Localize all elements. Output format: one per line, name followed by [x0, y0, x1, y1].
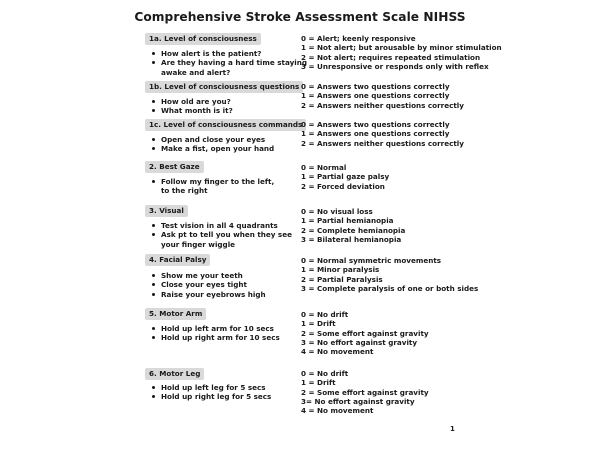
- score-list: [301, 207, 405, 244]
- score-item: 1 = Minor paralysis: [301, 265, 380, 275]
- score-item: 2 = Some effort against gravity: [301, 328, 429, 338]
- page-number: 1: [450, 425, 455, 433]
- instruction-item: Follow my finger to the left, to the right: [152, 177, 274, 196]
- page-title: Comprehensive Stroke Assessment Scale NIHSS: [134, 10, 466, 24]
- instruction-list: [152, 177, 274, 196]
- section-heading: 1c. Level of consciousness commands: [145, 119, 306, 131]
- score-item: 1 = Answers one questions correctly: [301, 91, 450, 101]
- instruction-item: How alert is the patient?: [152, 49, 307, 58]
- score-item: 2 = Partial Paralysis: [301, 274, 383, 284]
- section-heading: 1b. Level of consciousness questions: [145, 81, 303, 93]
- instruction-item: Make a fist, open your hand: [152, 144, 274, 153]
- score-item: 3 = Unresponsive or responds only with reflex: [301, 61, 489, 71]
- score-item: 0 = No visual loss: [301, 207, 373, 216]
- instruction-item: Close your eyes tight: [152, 280, 266, 289]
- score-item: 3 = Complete paralysis of one or both sides: [301, 283, 479, 293]
- instruction-list: [152, 324, 280, 343]
- instruction-list: [152, 49, 307, 77]
- score-item: 2 = Forced deviation: [301, 181, 385, 191]
- score-item: 3= No effort against gravity: [301, 396, 415, 406]
- instruction-list: [152, 383, 271, 402]
- score-list: [301, 256, 478, 293]
- instruction-list: [152, 271, 266, 299]
- section-heading: 5. Motor Arm: [145, 308, 206, 320]
- instruction-item: Hold up left arm for 10 secs: [152, 324, 280, 333]
- score-item: 0 = No drift: [301, 310, 349, 319]
- score-item: 1 = Partial hemianopia: [301, 216, 394, 226]
- section-heading: 4. Facial Palsy: [145, 254, 210, 266]
- score-item: 1 = Drift: [301, 378, 336, 388]
- score-item: 2 = Not alert; requires repeated stimulation: [301, 52, 481, 62]
- instruction-item: How old are you?: [152, 97, 233, 106]
- score-item: 3 = Bilateral hemianopia: [301, 234, 402, 244]
- score-item: 1 = Drift: [301, 319, 336, 329]
- score-item: 0 = Answers two questions correctly: [301, 82, 450, 91]
- score-item: 0 = Normal symmetric movements: [301, 256, 442, 265]
- instruction-list: [152, 97, 233, 116]
- section-heading: 1a. Level of consciousness: [145, 33, 261, 45]
- section-heading: 2. Best Gaze: [145, 161, 204, 173]
- score-list: [301, 82, 464, 110]
- instruction-list: [152, 221, 292, 249]
- instruction-item: Hold up right leg for 5 secs: [152, 392, 271, 401]
- score-list: [301, 369, 429, 415]
- instruction-item: Ask pt to tell you when they see your finger wiggle: [152, 230, 292, 249]
- score-list: [301, 310, 429, 356]
- instruction-item: What month is it?: [152, 106, 233, 115]
- instruction-item: Open and close your eyes: [152, 135, 274, 144]
- score-item: 2 = Answers neither questions correctly: [301, 138, 464, 148]
- score-list: [301, 120, 464, 148]
- score-item: 3 = No effort against gravity: [301, 337, 418, 347]
- instruction-item: Hold up right arm for 10 secs: [152, 333, 280, 342]
- score-item: 2 = Some effort against gravity: [301, 387, 429, 397]
- score-item: 1 = Not alert; but arousable by minor stimulation: [301, 43, 502, 53]
- score-item: 1 = Answers one questions correctly: [301, 129, 450, 139]
- section-heading: 3. Visual: [145, 205, 188, 217]
- score-list: [301, 34, 502, 71]
- score-item: 2 = Answers neither questions correctly: [301, 100, 464, 110]
- score-list: [301, 163, 389, 191]
- score-item: 0 = Normal: [301, 163, 347, 172]
- instruction-item: Test vision in all 4 quadrants: [152, 221, 292, 230]
- score-item: 0 = No drift: [301, 369, 349, 378]
- score-item: 4 = No movement: [301, 347, 374, 357]
- score-item: 1 = Partial gaze palsy: [301, 172, 390, 182]
- instruction-item: Show me your teeth: [152, 271, 266, 280]
- score-item: 0 = Answers two questions correctly: [301, 120, 450, 129]
- instruction-item: Hold up left leg for 5 secs: [152, 383, 271, 392]
- instruction-list: [152, 135, 274, 154]
- instruction-item: Raise your eyebrows high: [152, 290, 266, 299]
- section-heading: 6. Motor Leg: [145, 368, 204, 380]
- score-item: 2 = Complete hemianopia: [301, 225, 406, 235]
- instruction-item: Are they having a hard time staying awake and alert?: [152, 58, 307, 77]
- score-item: 0 = Alert; keenly responsive: [301, 34, 416, 43]
- score-item: 4 = No movement: [301, 406, 374, 416]
